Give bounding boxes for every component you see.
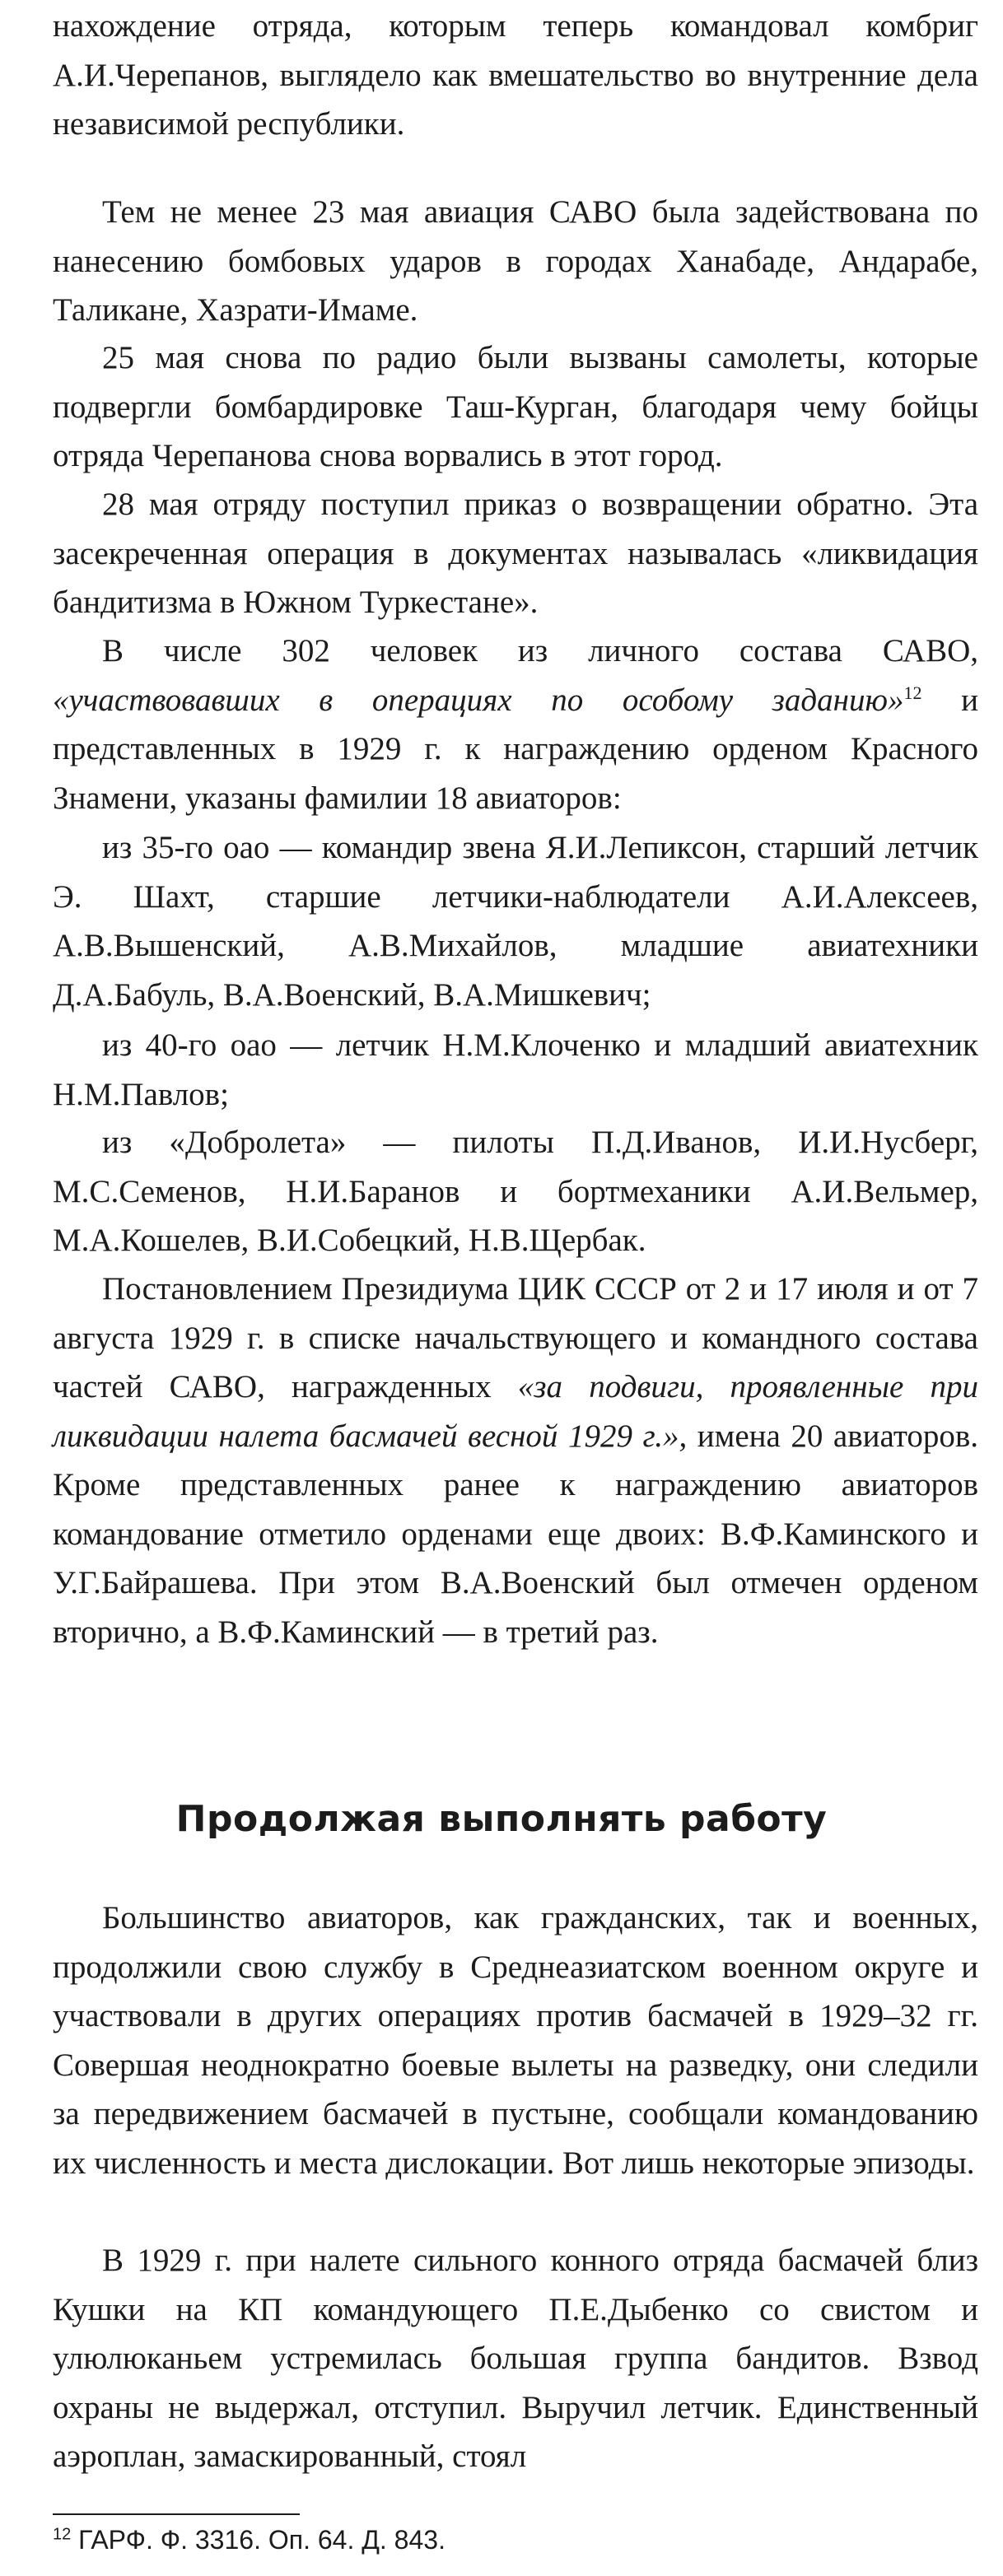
awards-text-after: и представленных в 1929 г. к награждению орденом Красного Знамени, указаны фамилии 18 авиаторов: xyxy=(53,682,979,816)
list-item-dobrolet: из «Добролета» — пилоты П.Д.Иванов, И.И.Нусберг, М.С.Семенов, Н.И.Баранов и бортмеханики А.И.Вельмер, М.А.Кошелев, В.И.Собецкий, Н.В.Щербак. xyxy=(53,1125,978,1258)
paragraph-decree xyxy=(53,1265,978,1656)
awards-text-before: В числе 302 человек из личного состава САВО, xyxy=(102,633,978,668)
decree-quote: «за подвиги, проявленные при ликвидации налета басмачей весной 1929 г.», xyxy=(53,1369,979,1454)
paragraph-radio: 25 мая снова по радио были вызваны самолеты, которые подвергли бомбардировке Таш-Курган, благодаря чему бойцы отряда Черепанова снова ворвались в этот город. xyxy=(53,340,978,473)
list-item-35-oao: из 35-го оао — командир звена Я.И.Лепиксон, старший летчик Э. Шахт, старшие летчики-наблюдатели А.И.Алексеев, А.В.Вышенский, А.В.Михайлов, младшие авиатехники Д.А.Бабуль, В.А.Военский, В.А.Мишкевич; xyxy=(53,830,978,1013)
footnote-divider xyxy=(53,2513,300,2515)
list-item-40-oao: из 40-го оао — летчик Н.М.Клоченко и младший авиатехник Н.М.Павлов; xyxy=(53,1027,978,1112)
section-heading: Продолжая выполнять работу xyxy=(175,1798,828,1840)
decree-text-after: имена 20 авиаторов. Кроме представленных ранее к награждению авиаторов командование отметило орденами еще двоих: В.Ф.Каминского и У.Г.Байрашева. При этом В.А.Военский был отмечен орденом вторично, а В.Ф.Каминский — в третий раз. xyxy=(53,1418,979,1650)
paragraph-awards xyxy=(53,627,978,822)
footnote-text: ГАРФ. Ф. 3316. Оп. 64. Д. 843. xyxy=(78,2525,446,2555)
awards-quote: «участвовавших в операциях по особому заданию» xyxy=(53,682,904,718)
footnote xyxy=(53,2521,978,2559)
paragraph-kushka: В 1929 г. при налете сильного конного отряда басмачей близ Кушки на КП командующего П.Е.Дыбенко со свистом и улюлюканьем устремилась большая группа бандитов. Взвод охраны не выдержал, отступил. Выручил летчик. Единственный аэроплан, замаскированный, стоял xyxy=(53,2243,978,2474)
paragraph-continuation: нахождение отряда, которым теперь командовал комбриг А.И.Черепанов, выглядело как вмешательство во внутренние дела независимой республики. xyxy=(53,8,978,142)
paragraph-service: Большинство авиаторов, как гражданских, так и военных, продолжили свою службу в Среднеазиатском военном округе и участвовали в других операциях против басмачей в 1929–32 гг. Совершая неоднократно боевые вылеты на разведку, они следили за передвижением басмачей в пустыне, сообщали командованию их численность и места дислокации. Вот лишь некоторые эпизоды. xyxy=(53,1900,978,2181)
paragraph-bombing: Тем не менее 23 мая авиация САВО была задействована по нанесению бомбовых ударов в городах Ханабаде, Андарабе, Таликане, Хазрати-Имаме. xyxy=(53,194,978,328)
footnote-ref: 12 xyxy=(903,682,922,703)
footnote-mark: 12 xyxy=(53,2525,72,2544)
paragraph-return: 28 мая отряду поступил приказ о возвращении обратно. Эта засекреченная операция в документах называлась «ликвидация бандитизма в Южном Туркестане». xyxy=(53,487,978,620)
decree-text-before: Постановлением Президиума ЦИК СССР от 2 и 17 июля и от 7 августа 1929 г. в списке начальствующего и командного состава частей САВО, награжденных xyxy=(53,1271,978,1404)
